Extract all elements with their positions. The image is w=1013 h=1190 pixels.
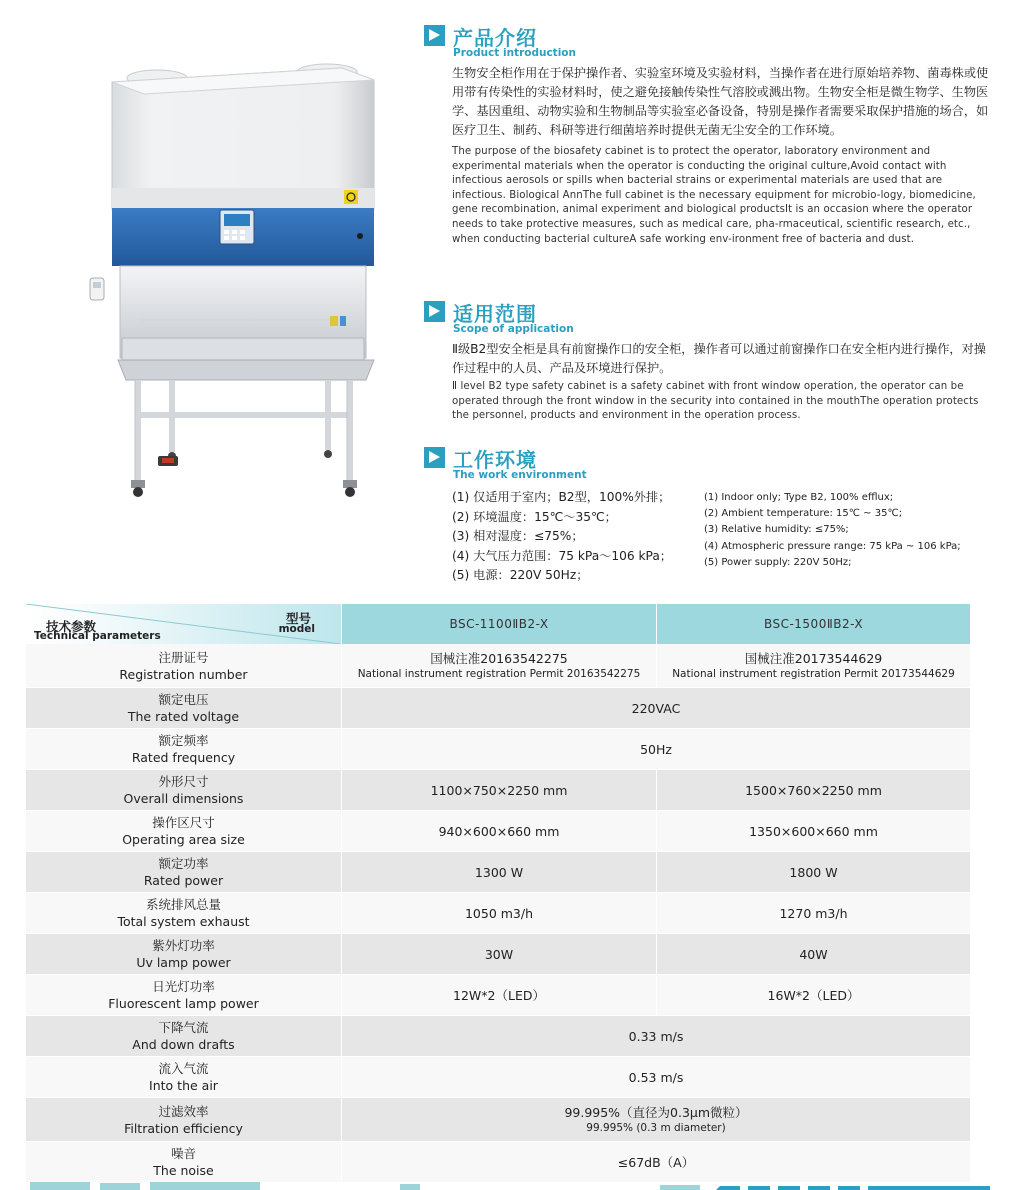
table-row: [26, 770, 970, 811]
param-value: 12W*2（LED）: [453, 987, 545, 1003]
param-value: 1270 m3/h: [779, 905, 848, 921]
param-label-cn: 操作区尺寸: [152, 815, 215, 830]
model-column-header: BSC-1100ⅡB2-X: [341, 604, 656, 644]
model-header-en: model: [278, 623, 315, 635]
list-item: (3) 相对湿度：≤75%；: [452, 529, 584, 543]
param-label-cn: 日光灯功率: [152, 979, 215, 994]
param-value: 0.33 m/s: [628, 1028, 684, 1044]
section-subtitle: Scope of application: [453, 323, 574, 335]
model-value-cell: [656, 811, 970, 852]
model-value-cell: [656, 852, 970, 893]
param-value-sub: National instrument registration Permit 20173544629: [672, 667, 955, 680]
param-value: 1800 W: [789, 864, 838, 880]
param-label-cn: 下降气流: [158, 1020, 209, 1035]
param-value: 1100×750×2250 mm: [430, 782, 568, 798]
list-item: (2) Ambient temperature: 15℃ ~ 35℃;: [704, 508, 903, 520]
list-item: (5) 电源：220V 50Hz；: [452, 568, 589, 582]
param-value: 国械注准20173544629: [744, 650, 883, 666]
param-header-cn: 技术参数: [46, 619, 97, 634]
param-value: 1350×600×660 mm: [749, 823, 878, 839]
param-label-cn: 额定电压: [158, 692, 209, 707]
param-label-cell: [26, 852, 341, 893]
param-label-en: Rated frequency: [131, 750, 236, 765]
table-row: [26, 893, 970, 934]
table-row: [26, 1098, 970, 1142]
param-label-cell: [26, 644, 341, 688]
param-value: 0.53 m/s: [628, 1069, 684, 1085]
table-row: [26, 852, 970, 893]
shared-value-cell: [341, 1057, 970, 1098]
param-label-cell: [26, 975, 341, 1016]
table-row: [26, 644, 970, 688]
param-value: 940×600×660 mm: [438, 823, 560, 839]
work-environment-section: [424, 444, 994, 588]
model-value-cell: [341, 934, 656, 975]
scope-text-cn: Ⅱ级B2型安全柜是具有前窗操作口的安全柜，操作者可以通过前窗操作口在安全柜内进行操作，对操作过程中的人员、产品及环境进行保护。: [452, 342, 986, 375]
biosafety-cabinet-image: [82, 20, 402, 500]
param-label-en: Rated power: [143, 873, 224, 888]
shared-value-cell: [341, 1142, 970, 1183]
param-label-en: Into the air: [149, 1078, 218, 1093]
param-label-cell: [26, 934, 341, 975]
param-label-cn: 外形尺寸: [158, 774, 209, 789]
param-label-en: Operating area size: [122, 832, 245, 847]
shared-value-cell: [341, 1098, 970, 1142]
param-value: 国械注准20163542275: [430, 650, 568, 666]
param-label-en: Total system exhaust: [117, 914, 250, 929]
list-item: (5) Power supply: 220V 50Hz;: [704, 556, 852, 568]
table-row: [26, 1057, 970, 1098]
section-title: 产品介绍: [453, 26, 537, 50]
param-value-sub: 99.995% (0.3 m diameter): [586, 1121, 726, 1134]
play-arrow-icon: [424, 447, 445, 468]
play-arrow-icon: [424, 301, 445, 322]
param-label-cell: [26, 811, 341, 852]
param-value: 30W: [484, 946, 514, 962]
play-arrow-icon: [424, 25, 445, 46]
param-label-en: Overall dimensions: [123, 791, 244, 806]
param-label-cn: 系统排风总量: [145, 897, 221, 912]
table-row: [26, 934, 970, 975]
param-value: 40W: [799, 946, 828, 962]
param-label-en: Fluorescent lamp power: [108, 996, 259, 1011]
param-label-en: The noise: [153, 1163, 214, 1178]
section-subtitle: The work environment: [453, 469, 587, 481]
table-row: [26, 688, 970, 729]
model-value-cell: [341, 893, 656, 934]
intro-text-cn: 生物安全柜作用在于保护操作者、实验室环境及实验材料，当操作者在进行原始培养物、菌毒株或使用带有传染性的实验材料时，使之避免接触传染性气溶胶或溅出物。生物安全柜是微生物学、生物医学、基因重组、动物实验和生物制品等实验室必备设备，特别是操作者需要采取保护措施的场合，如医疗卫生、制药、科研等进行细菌培养时提供无菌无尘安全的工作环境。: [452, 66, 989, 137]
list-item: (4) 大气压力范围：75 kPa～106 kPa；: [452, 548, 672, 563]
param-label-en: The rated voltage: [127, 709, 240, 724]
model-value-cell: [656, 893, 970, 934]
table-row: [26, 729, 970, 770]
model-value-cell: [656, 644, 970, 688]
list-item: (3) Relative humidity: ≤75%;: [704, 524, 849, 536]
table-row: [26, 975, 970, 1016]
model-value-cell: [656, 934, 970, 975]
section-subtitle: Product introduction: [453, 47, 576, 59]
model-value-cell: [656, 975, 970, 1016]
param-label-en: Registration number: [119, 666, 248, 682]
param-label-cell: [26, 729, 341, 770]
param-label-cell: [26, 893, 341, 934]
param-label-cell: [26, 1098, 341, 1142]
param-label-cell: [26, 688, 341, 729]
model-column-header: BSC-1500ⅡB2-X: [656, 604, 970, 644]
table-row: [26, 1142, 970, 1183]
param-value: 16W*2（LED）: [767, 987, 860, 1003]
list-item: (4) Atmospheric pressure range: 75 kPa ~ 106 kPa;: [704, 540, 961, 552]
shared-value-cell: [341, 729, 970, 770]
param-label-cell: [26, 770, 341, 811]
param-value: 220VAC: [631, 700, 681, 716]
param-label-cell: [26, 1057, 341, 1098]
product-introduction-section: [424, 22, 994, 247]
model-value-cell: [656, 770, 970, 811]
param-header-en: Technical parameters: [34, 630, 161, 642]
list-item: (1) 仅适用于室内；B2型，100%外排；: [452, 490, 671, 504]
model-value-cell: [341, 770, 656, 811]
technical-parameters-table: [26, 604, 970, 1183]
param-label-cell: [26, 1142, 341, 1183]
param-value: ≤67dB（A）: [617, 1154, 695, 1170]
param-label-en: And down drafts: [132, 1037, 235, 1052]
param-label-cn: 额定功率: [158, 856, 209, 871]
footer-decoration: [0, 1180, 1013, 1190]
param-value: 99.995%（直径为0.3μm微粒）: [564, 1104, 748, 1120]
environment-list-en: [704, 490, 961, 571]
param-value: 1050 m3/h: [464, 905, 534, 921]
model-header-cn: 型号: [285, 611, 311, 626]
param-label-cn: 紫外灯功率: [152, 938, 215, 953]
table-row: [26, 1016, 970, 1057]
list-item: (1) Indoor only; Type B2, 100% efflux;: [704, 492, 894, 503]
param-label-en: Filtration efficiency: [124, 1120, 243, 1136]
environment-list-cn: [452, 488, 672, 586]
model-value-cell: [341, 811, 656, 852]
shared-value-cell: [341, 1016, 970, 1057]
param-value-sub: National instrument registration Permit 20163542275: [357, 667, 641, 680]
model-value-cell: [341, 852, 656, 893]
list-item: (2) 环境温度：15℃～35℃；: [452, 509, 617, 524]
section-title: 适用范围: [453, 302, 537, 326]
param-value: 1300 W: [474, 864, 524, 880]
param-value: 1500×760×2250 mm: [745, 782, 882, 798]
section-title: 工作环境: [453, 448, 537, 472]
param-label-cn: 额定频率: [158, 733, 209, 748]
scope-text-en: Ⅱ level B2 type safety cabinet is a safety cabinet with front window operation, the operator can be operated through the front window in the security into contained in the mouthThe operation protects the personnel, products and environment in the operation process.: [452, 381, 979, 422]
shared-value-cell: [341, 688, 970, 729]
table-corner-header: [26, 604, 341, 644]
model-value-cell: [341, 975, 656, 1016]
param-label-en: Uv lamp power: [136, 955, 231, 970]
param-label-cn: 流入气流: [158, 1061, 209, 1076]
model-value-cell: [341, 644, 656, 688]
param-value: 50Hz: [640, 741, 672, 757]
table-row: [26, 811, 970, 852]
param-label-cell: [26, 1016, 341, 1057]
scope-section: [424, 298, 994, 424]
param-label-cn: 过滤效率: [158, 1103, 209, 1119]
intro-text-en: The purpose of the biosafety cabinet is to protect the operator, laboratory environment and experimental materials when the operator is conducting the original culture,Avoid contact with infectious aerosols or spills when bacterial strains or experimental materials are used that are infectious. Biological AnnThe full cabinet is the necessary equipment for microbio-logy, biomedicine, gene recombination, animal experiment and biological productsIt is an occasion where the operator needs to take protective measures, such as medical care, pha-rmaceutical, scientific research, etc., when conducting bacterial cultureA safe working env-ironment free of bacteria and dust.: [452, 146, 976, 245]
param-label-cn: 噪音: [170, 1146, 196, 1161]
param-label-cn: 注册证号: [158, 649, 209, 665]
